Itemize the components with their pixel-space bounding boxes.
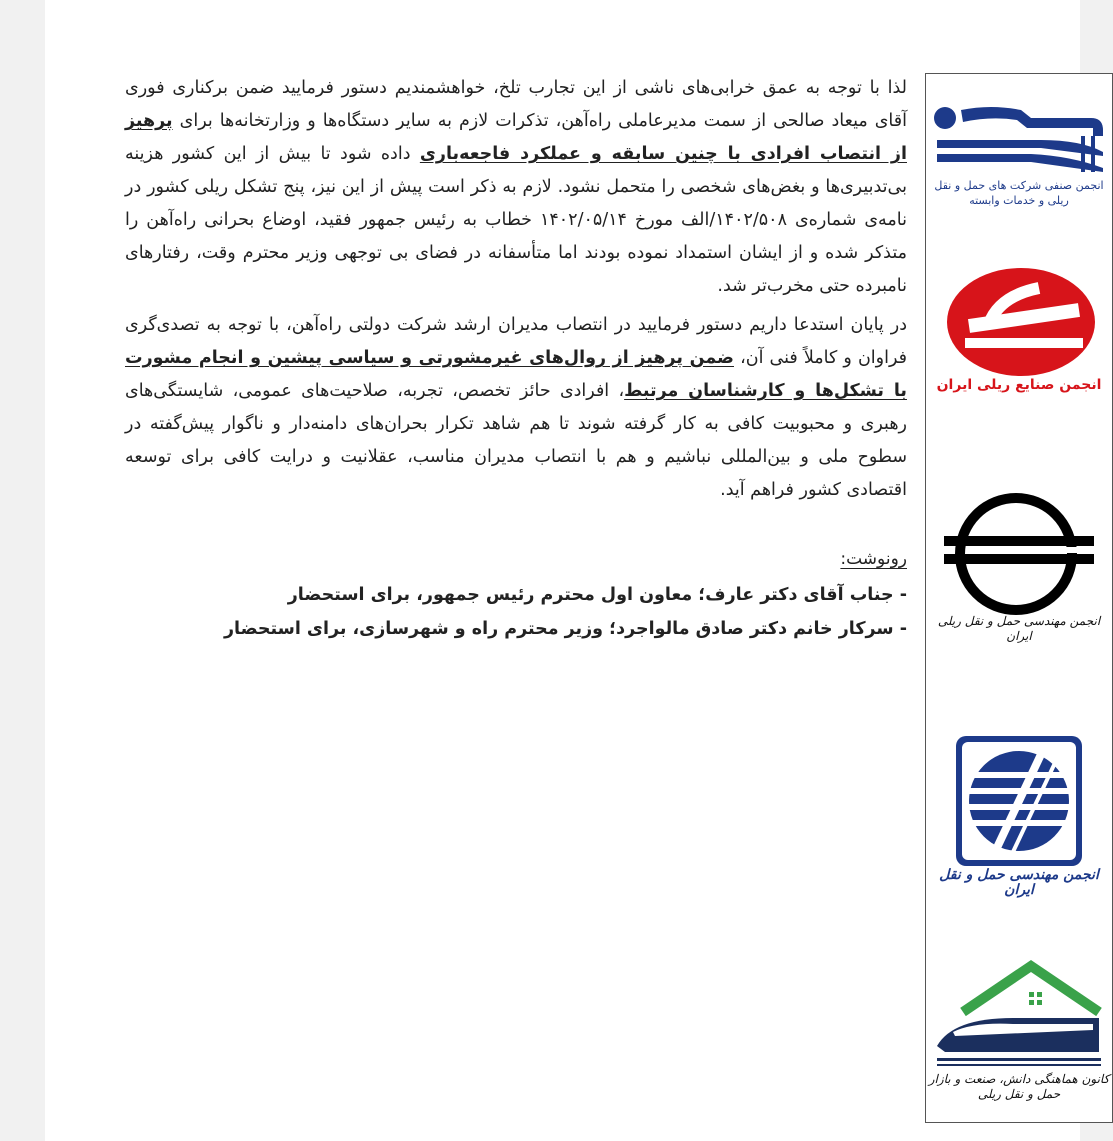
paragraph-1 <box>125 72 907 303</box>
train-house-icon <box>933 962 1105 1072</box>
letter-body <box>125 72 907 646</box>
paragraph-2 <box>125 309 907 507</box>
paragraph-1-text-a: لذا با توجه به عمق خرابی‌های ناشی از این تجارب تلخ، خواهشمندیم دستور فرمایید ضمن برکناری فوری آقای میعاد صالحی از سمت مدیرعاملی راه‌آهن، تذکرات لازم به سایر دستگاه‌ها و وزارتخانه‌ها برای <box>125 78 907 131</box>
logo-1-caption: انجمن صنفی شرکت های حمل و نقل ریلی و خدمات وابسته <box>934 179 1104 207</box>
logo-rail-engineering <box>926 494 1112 644</box>
logo-rail-knowledge-center <box>926 962 1112 1102</box>
cc-list <box>125 578 907 646</box>
logo-2-caption: انجمن صنایع ریلی ایران <box>936 377 1102 393</box>
logo-rail-transport-union <box>926 96 1112 208</box>
cc-title: رونوشت: <box>840 549 907 569</box>
paragraph-2-text-a: در پایان استدعا داریم دستور فرمایید در انتصاب مدیران ارشد شرکت دولتی راه‌آهن، با توجه به تصدی‌گری فراوان و کاملاً فنی آن، <box>125 315 908 368</box>
logo-rail-industries <box>926 266 1112 393</box>
paragraph-1-highlight: پرهیز از انتصاب افرادی با چنین سابقه و عملکرد فاجعه‌باری <box>125 111 907 164</box>
letter-page <box>45 0 1110 1141</box>
paragraph-2-text-b: ، افرادی حائز تخصص، تجربه، صلاحیت‌های عمومی، شایستگی‌های رهبری و محبوبیت کافی به کار گرفته شوند تا هم شاهد تکرار بحران‌های دامنه‌دار و ناگوار پیش‌گفته در سطوح ملی و بین‌المللی نباشیم و هم با انتصاب مدیران مناسب، عقلانیت و درایت کافی برای توسعه اقتصادی کشور فراهم آید. <box>125 381 907 500</box>
paragraph-2-highlight: ضمن پرهیز از روال‌های غیرمشورتی و سیاسی پیشین و انجام مشورت با تشکل‌ها و کارشناسان مرتبط <box>125 348 907 401</box>
logo-3-caption: انجمن مهندسی حمل و نقل ریلی ایران <box>937 614 1101 643</box>
logo-4-caption: انجمن مهندسی حمل و نقل ایران <box>939 867 1099 898</box>
rail-union-icon <box>931 96 1107 178</box>
logo-transport-engineering <box>926 734 1112 898</box>
logo-5-caption: کانون هماهنگی دانش، صنعت و بازار حمل و نقل ریلی <box>928 1072 1110 1101</box>
paragraph-1-text-b: داده شود تا بیش از این کشور هزینه بی‌تدبیری‌ها و بغض‌های شخصی را متحمل نشود. لازم به ذکر است پیش از این نیز، پنج تشکل ریلی کشور در نامه‌ی شماره‌ی ۱۴۰۲/۵۰۸/الف مورخ ۱۴۰۲/۰۵/۱۴ خطاب به رئیس جمهور فقید، اوضاع بحرانی راه‌آهن را متذکر شده و از ایشان استمداد نموده بودند اما متأسفانه در فضای بی توجهی وزیر محترم وقت، رفتارهای نامبرده حتی مخرب‌تر شد. <box>125 144 908 296</box>
transport-engineering-icon <box>954 734 1084 868</box>
rail-engineering-icon <box>934 494 1104 614</box>
cc-item: - سرکار خانم دکتر صادق مالواجرد؛ وزیر محترم راه و شهرسازی، برای استحضار <box>223 619 907 639</box>
cc-item: - جناب آقای دکتر عارف؛ معاون اول محترم رئیس جمهور، برای استحضار <box>287 585 907 605</box>
rail-industries-icon <box>939 266 1099 378</box>
association-logos-sidebar <box>925 73 1113 1123</box>
